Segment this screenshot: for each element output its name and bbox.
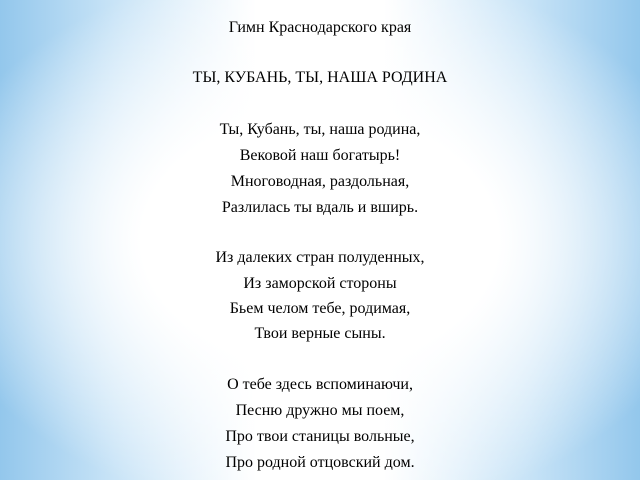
- verse-line: Бьем челом тебе, родимая,: [229, 300, 411, 317]
- slide-caption: Гимн Краснодарского края: [228, 19, 412, 36]
- verse-line: Из далеких стран полуденных,: [215, 249, 425, 266]
- verse-line: Разлилась ты вдаль и вширь.: [221, 199, 419, 216]
- verse-line: Про твои станицы вольные,: [225, 428, 415, 445]
- anthem-title: ТЫ, КУБАНЬ, ТЫ, НАША РОДИНА: [192, 69, 448, 86]
- verse-line: Твои верные сыны.: [254, 325, 386, 342]
- verse-line: Многоводная, раздольная,: [230, 173, 410, 190]
- verse-line: Про родной отцовский дом.: [225, 454, 415, 471]
- verse-line: Песню дружно мы поем,: [235, 402, 405, 419]
- verse-line: Вековой наш богатырь!: [239, 147, 401, 164]
- verse-line: О тебе здесь вспоминаючи,: [227, 376, 413, 393]
- verse-line: Ты, Кубань, ты, наша родина,: [219, 121, 421, 138]
- verse-line: Из заморской стороны: [243, 275, 397, 292]
